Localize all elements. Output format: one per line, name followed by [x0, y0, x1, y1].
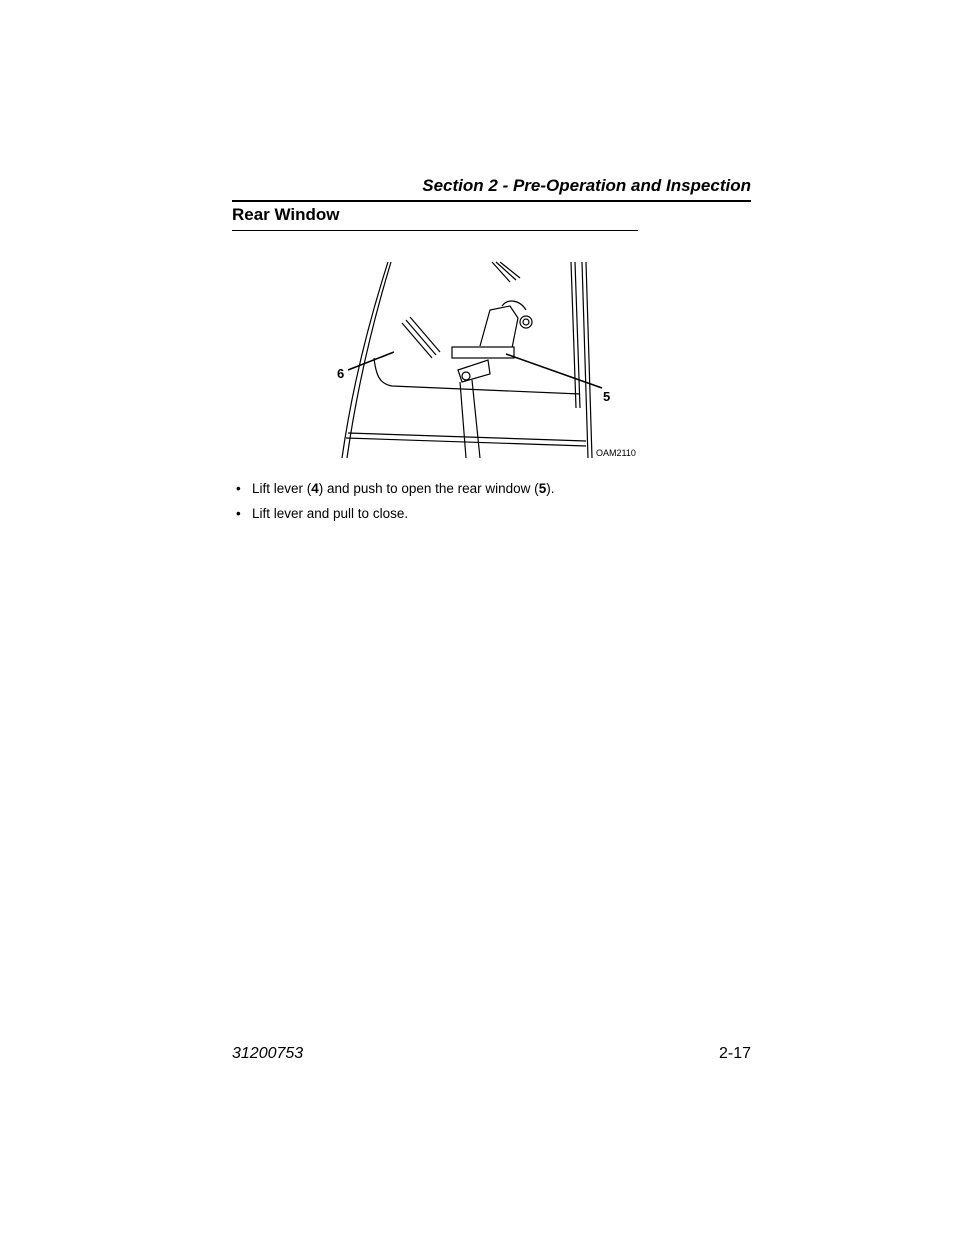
bullet-icon: • [236, 506, 241, 521]
bullet-text-part: ) and push to open the rear window ( [318, 481, 539, 496]
instruction-list [236, 480, 554, 530]
list-item [236, 505, 554, 530]
callout-5: 5 [603, 389, 611, 404]
bullet-text-part: ). [546, 481, 555, 496]
header-rule [232, 200, 751, 202]
bullet-text-part: Lift lever and pull to close. [252, 506, 409, 521]
bullet-ref-lever: 4 [311, 481, 319, 496]
rear-window-illustration [330, 258, 640, 464]
page-heading: Rear Window [232, 205, 340, 224]
heading-rule [232, 230, 638, 231]
document-number: 31200753 [232, 1045, 304, 1062]
bullet-text-part: Lift lever ( [252, 481, 312, 496]
bullet-ref-window: 5 [538, 481, 547, 496]
figure-code: OAM2110 [596, 448, 636, 458]
bullet-icon: • [236, 481, 241, 496]
page-number: 2-17 [718, 1045, 751, 1062]
list-item [236, 480, 554, 505]
callout-6: 6 [337, 366, 345, 381]
section-title: Section 2 - Pre-Operation and Inspection [422, 176, 751, 195]
